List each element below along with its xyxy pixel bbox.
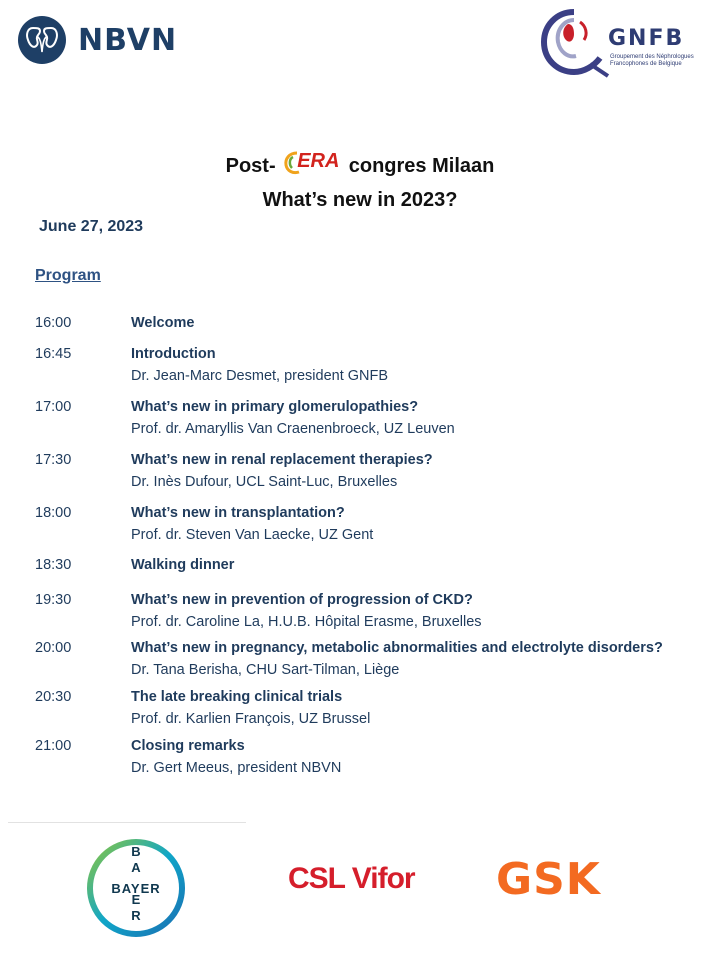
footer-divider: [8, 822, 246, 823]
agenda-time: 17:30: [35, 452, 72, 468]
agenda-topic: What’s new in prevention of progression of CKD?: [131, 592, 473, 608]
gsk-logo: GSK: [496, 854, 601, 905]
title-prefix: Post-: [225, 155, 276, 177]
era-logo-text: ERA: [297, 150, 340, 172]
agenda-topic: What’s new in primary glomerulopathies?: [131, 399, 419, 415]
agenda-speaker: Dr. Inès Dufour, UCL Saint-Luc, Bruxelles: [131, 474, 398, 490]
gnfb-emblem-icon: [538, 6, 610, 78]
agenda-speaker: Prof. dr. Amaryllis Van Craenenbroeck, UZ Leuven: [131, 421, 455, 437]
agenda-topic: What’s new in transplantation?: [131, 505, 345, 521]
bayer-v-letter: A: [131, 860, 141, 875]
agenda-time: 16:00: [35, 315, 72, 331]
agenda-time: 19:30: [35, 592, 72, 608]
gnfb-logo-text: GNFB: [608, 26, 685, 51]
agenda-speaker: Dr. Gert Meeus, president NBVN: [131, 760, 342, 776]
csl-vifor-logo: CSL Vifor: [288, 862, 415, 895]
agenda-topic: Closing remarks: [131, 738, 245, 754]
bayer-h-text: BAYER: [111, 881, 161, 896]
gnfb-logo-subtitle: Groupement des Néphrologues Francophones de Belgique: [610, 54, 694, 67]
agenda-topic: The late breaking clinical trials: [131, 689, 343, 705]
agenda-speaker: Dr. Tana Berisha, CHU Sart-Tilman, Liège: [131, 662, 400, 678]
agenda-topic: Walking dinner: [131, 557, 235, 573]
bayer-cross-icon: [86, 838, 186, 938]
event-date: June 27, 2023: [39, 218, 144, 235]
agenda-time: 21:00: [35, 738, 72, 754]
agenda-speaker: Prof. dr. Caroline La, H.U.B. Hôpital Erasme, Bruxelles: [131, 614, 482, 630]
agenda-time: 17:00: [35, 399, 72, 415]
agenda-topic: Introduction: [131, 346, 216, 362]
agenda-speaker: Prof. dr. Steven Van Laecke, UZ Gent: [131, 527, 374, 543]
agenda-time: 16:45: [35, 346, 72, 362]
gnfb-logo: [538, 6, 708, 78]
bayer-logo: [86, 838, 186, 938]
agenda-time: 18:00: [35, 505, 72, 521]
bayer-v-letter: B: [131, 844, 141, 859]
nbvn-logo-text: NBVN: [78, 22, 178, 58]
title-suffix: congres Milaan: [348, 155, 495, 177]
agenda-topic: What’s new in renal replacement therapies?: [131, 452, 433, 468]
event-subtitle: What’s new in 2023?: [262, 189, 458, 211]
kidney-icon: [18, 16, 66, 64]
agenda-time: 20:30: [35, 689, 72, 705]
event-title: [0, 150, 720, 178]
agenda-topic: What’s new in pregnancy, metabolic abnormalities and electrolyte disorders?: [131, 640, 663, 656]
era-logo: [283, 150, 341, 176]
agenda-topic: Welcome: [131, 315, 195, 331]
bayer-v-letter: E: [131, 892, 141, 907]
nbvn-logo: [18, 16, 177, 64]
agenda-speaker: Prof. dr. Karlien François, UZ Brussel: [131, 711, 371, 727]
agenda-speaker: Dr. Jean-Marc Desmet, president GNFB: [131, 368, 389, 384]
bayer-v-letter: R: [131, 908, 141, 923]
agenda-time: 20:00: [35, 640, 72, 656]
agenda-time: 18:30: [35, 557, 72, 573]
program-heading: Program: [35, 267, 101, 284]
